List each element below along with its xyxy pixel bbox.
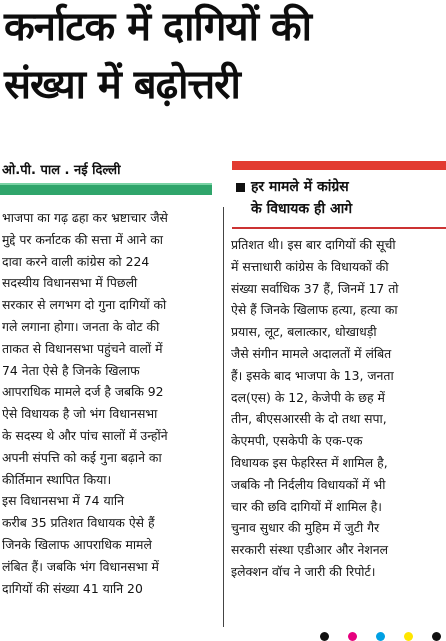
kicker — [236, 176, 444, 220]
text-line: सदस्यीय विधानसभा में पिछली — [2, 275, 138, 291]
text-line: हैं। इसके बाद भाजपा के 13, जनता — [231, 367, 394, 383]
text-line: इलेक्शन वॉच ने जारी की रिपोर्ट। — [231, 563, 376, 579]
text-line: सरकारी संस्था एडीआर और नेशनल — [231, 542, 389, 558]
text-line: दावा करने वाली कांग्रेस को 224 — [2, 253, 150, 269]
text-line: जबकि नौ निर्दलीय विधायकों में भी — [231, 476, 386, 492]
text-line: ताकत से विधानसभा पहुंचने वालों में — [2, 340, 163, 356]
article-column-left — [2, 207, 217, 599]
square-bullet-icon — [236, 183, 245, 192]
text-line: तीन, बीएसआरसी के दो तथा सपा, — [231, 411, 387, 427]
text-line: चुनाव सुधार की मुहिम में जुटी गैर — [231, 520, 380, 536]
text-line: जैसे संगीन मामले अदालतों में लंबित — [231, 345, 392, 361]
headline-line-1: कर्नाटक में दागियों की — [4, 4, 311, 50]
text-line: मुद्दे पर कर्नाटक की सत्ता में आने का — [2, 231, 163, 247]
column-divider — [223, 207, 224, 627]
text-line: अपनी संपत्ति को कई गुना बढ़ाने का — [2, 449, 162, 465]
article-column-right — [231, 234, 444, 583]
text-line: आपराधिक मामले दर्ज है जबकि 92 — [2, 384, 164, 400]
green-rule — [0, 183, 212, 195]
kicker-text-1: हर मामले में कांग्रेस — [251, 179, 349, 195]
text-line: में सत्ताधारी कांग्रेस के विधायकों की — [231, 258, 389, 274]
registration-marks — [300, 630, 446, 640]
text-line: चार की छवि दागियों में शामिल है। — [231, 498, 382, 514]
text-line: विधायक इस फेहरिस्त में शामिल है, — [231, 454, 388, 470]
text-line: संख्या सर्वाधिक 37 हैं, जिनमें 17 तो — [231, 280, 399, 296]
text-line: सरकार से लगभग दो गुना दागियों को — [2, 297, 167, 313]
text-line: दागियों की संख्या 41 यानि 20 — [2, 580, 143, 596]
text-line: केएमपी, एसकेपी के एक-एक — [231, 433, 363, 449]
text-line: करीब 35 प्रतिशत विधायक ऐसे हैं — [2, 515, 155, 531]
text-line: इस विधानसभा में 74 यानि — [2, 493, 124, 509]
text-line: जिनके खिलाफ आपराधिक मामले — [2, 536, 152, 552]
text-line: 74 नेता ऐसे है जिनके खिलाफ — [2, 362, 140, 378]
text-line: दल(एस) के 12, केजेपी के छह में — [231, 389, 385, 405]
text-line: गले लगाना होगा। जनता के वोट की — [2, 318, 160, 334]
headline — [0, 0, 446, 135]
kicker-line-2: के विधायक ही आगे — [251, 201, 353, 217]
text-line: लंबित हैं। जबकि भंग विधानसभा में — [2, 558, 159, 574]
text-line: प्रतिशत थी। इस बार दागियों की सूची — [231, 237, 396, 252]
byline: ओ.पी. पाल . नई दिल्ली — [2, 163, 121, 178]
text-line: कीर्तिमान स्थापित किया। — [2, 471, 112, 487]
text-line: प्रयास, लूट, बलात्कार, धोखाधड़ी — [231, 324, 377, 340]
headline-line-2: संख्या में बढ़ोत्तरी — [4, 62, 240, 108]
kicker-line-1 — [236, 176, 444, 198]
red-rule — [232, 161, 446, 170]
text-line: ऐसे विधायक है जो भंग विधानसभा — [2, 406, 158, 422]
text-line: भाजपा का गढ़ ढहा कर भ्रष्टाचार जैसे — [2, 210, 168, 225]
text-line: के सदस्य थे और पांच सालों में उन्होंने — [2, 427, 168, 443]
text-line: ऐसे हैं जिनके खिलाफ हत्या, हत्या का — [231, 302, 398, 318]
kicker-underline — [232, 227, 446, 229]
